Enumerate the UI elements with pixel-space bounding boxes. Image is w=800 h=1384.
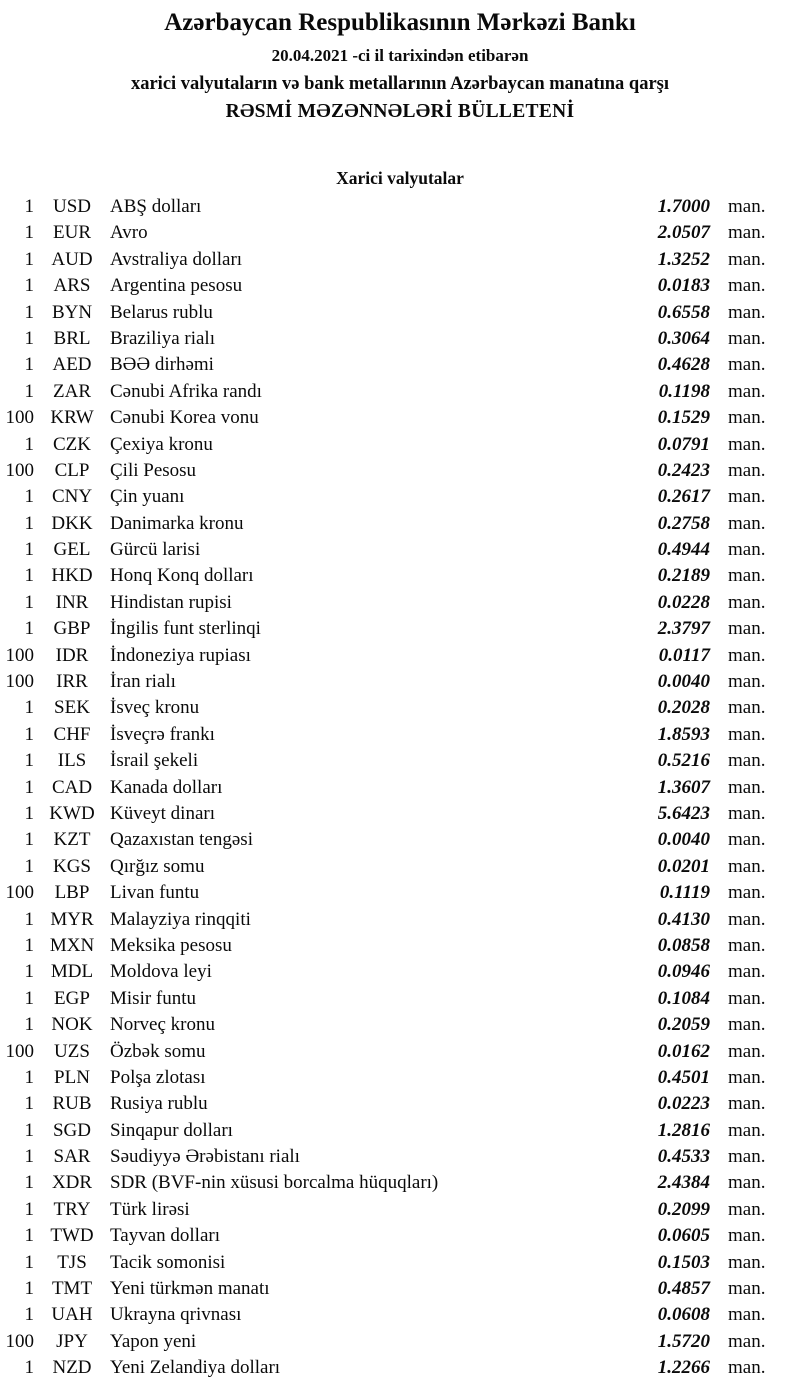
row-rate-value: 2.0507	[657, 222, 710, 244]
table-row	[0, 326, 800, 352]
table-row	[0, 1223, 800, 1249]
table-row	[0, 616, 800, 642]
row-currency-code: IDR	[55, 644, 89, 666]
row-currency-name: İsrail şekeli	[110, 750, 199, 772]
row-quantity: 1	[24, 248, 34, 270]
row-rate-value: 5.6423	[657, 802, 710, 824]
row-currency-code: SEK	[54, 697, 90, 719]
row-quantity: 1	[24, 433, 34, 455]
row-currency-code: MXN	[49, 934, 95, 956]
row-quantity: 1	[24, 1119, 34, 1141]
row-currency-name: İsveçrə frankı	[110, 723, 215, 745]
row-currency-name: Cənubi Korea vonu	[110, 407, 259, 429]
row-unit-label: man.	[728, 1225, 766, 1247]
row-currency-code: INR	[55, 591, 89, 613]
table-row	[0, 827, 800, 853]
row-currency-code: AUD	[51, 248, 93, 270]
row-currency-code: TJS	[57, 1251, 87, 1273]
row-currency-code: NZD	[52, 1357, 92, 1379]
row-rate-value: 0.0040	[657, 829, 710, 851]
row-rate-value: 0.1119	[659, 882, 710, 904]
table-row	[0, 458, 800, 484]
row-rate-value: 0.1529	[657, 407, 710, 429]
row-rate-value: 0.2758	[657, 512, 710, 534]
row-quantity: 1	[24, 1146, 34, 1168]
row-quantity: 1	[24, 987, 34, 1009]
row-currency-name: Livan funtu	[110, 882, 200, 904]
table-row	[0, 695, 800, 721]
row-quantity: 100	[5, 459, 34, 481]
row-unit-label: man.	[728, 723, 766, 745]
row-unit-label: man.	[728, 591, 766, 613]
row-currency-code: XDR	[51, 1172, 93, 1194]
row-quantity: 1	[24, 1251, 34, 1273]
row-unit-label: man.	[728, 671, 766, 693]
row-unit-label: man.	[728, 961, 766, 983]
row-currency-code: ARS	[53, 275, 91, 297]
table-row	[0, 801, 800, 827]
row-quantity: 1	[24, 196, 34, 217]
row-currency-name: ABŞ dolları	[110, 196, 202, 217]
row-unit-label: man.	[728, 196, 766, 217]
row-currency-name: Norveç kronu	[110, 1014, 215, 1036]
row-quantity: 100	[5, 671, 34, 693]
row-unit-label: man.	[728, 1014, 766, 1036]
table-row	[0, 405, 800, 431]
row-unit-label: man.	[728, 222, 766, 244]
row-rate-value: 0.4130	[657, 908, 710, 930]
row-rate-value: 0.0201	[657, 855, 710, 877]
row-unit-label: man.	[728, 776, 766, 798]
row-currency-code: LBP	[54, 882, 90, 904]
row-rate-value: 0.5216	[657, 750, 710, 772]
row-unit-label: man.	[728, 354, 766, 376]
row-currency-name: Türk lirəsi	[110, 1198, 190, 1220]
row-unit-label: man.	[728, 1040, 766, 1062]
row-quantity: 1	[24, 802, 34, 824]
bulletin-title: RƏSMİ MƏZƏNNƏLƏRİ BÜLLETENİ	[225, 101, 575, 122]
row-quantity: 1	[24, 1278, 34, 1300]
row-currency-code: KGS	[52, 855, 91, 877]
row-quantity: 1	[24, 934, 34, 956]
row-currency-name: Qırğız somu	[110, 855, 205, 877]
row-quantity: 1	[24, 1304, 34, 1326]
row-unit-label: man.	[728, 1198, 766, 1220]
bulletin-subtitle: xarici valyutaların və bank metallarının Azərbaycan manatına qarşı	[130, 74, 670, 94]
row-quantity: 1	[24, 855, 34, 877]
row-currency-name: İran rialı	[110, 671, 176, 693]
row-quantity: 1	[24, 222, 34, 244]
row-unit-label: man.	[728, 433, 766, 455]
row-unit-label: man.	[728, 829, 766, 851]
row-rate-value: 1.2816	[657, 1119, 710, 1141]
row-rate-value: 1.2266	[657, 1357, 710, 1379]
row-currency-code: KZT	[53, 829, 91, 851]
effective-date-line: 20.04.2021 -ci il tarixindən etibarən	[271, 46, 529, 65]
row-currency-code: ZAR	[53, 380, 91, 402]
row-unit-label: man.	[728, 618, 766, 640]
row-quantity: 1	[24, 776, 34, 798]
table-row	[0, 1144, 800, 1170]
row-quantity: 1	[24, 723, 34, 745]
row-unit-label: man.	[728, 248, 766, 270]
table-row	[0, 352, 800, 378]
row-unit-label: man.	[728, 539, 766, 561]
row-currency-name: Tacik somonisi	[110, 1251, 226, 1273]
row-currency-code: BRL	[53, 327, 91, 349]
row-currency-name: İngilis funt sterlinqi	[110, 618, 261, 640]
row-rate-value: 0.0791	[657, 433, 710, 455]
row-unit-label: man.	[728, 1119, 766, 1141]
row-currency-name: Sinqapur dolları	[110, 1119, 233, 1141]
row-quantity: 1	[24, 591, 34, 613]
row-unit-label: man.	[728, 1304, 766, 1326]
row-quantity: 1	[24, 697, 34, 719]
row-quantity: 1	[24, 327, 34, 349]
row-currency-name: Səudiyyə Ərəbistanı rialı	[110, 1146, 300, 1168]
table-row	[0, 1276, 800, 1302]
row-unit-label: man.	[728, 882, 766, 904]
table-row	[0, 1091, 800, 1117]
table-row	[0, 907, 800, 933]
row-currency-code: SGD	[52, 1119, 91, 1141]
row-unit-label: man.	[728, 1357, 766, 1379]
row-currency-name: Malayziya rinqqiti	[110, 908, 251, 930]
row-unit-label: man.	[728, 750, 766, 772]
row-rate-value: 1.3607	[657, 776, 710, 798]
table-row	[0, 300, 800, 326]
row-quantity: 1	[24, 565, 34, 587]
row-currency-code: MDL	[50, 961, 94, 983]
table-row	[0, 484, 800, 510]
row-rate-value: 1.5720	[657, 1330, 710, 1352]
table-row	[0, 563, 800, 589]
row-currency-code: SAR	[53, 1146, 91, 1168]
row-currency-code: TMT	[51, 1278, 93, 1300]
table-row	[0, 1170, 800, 1196]
row-rate-value: 0.0946	[657, 961, 710, 983]
row-quantity: 1	[24, 618, 34, 640]
row-quantity: 1	[24, 380, 34, 402]
row-unit-label: man.	[728, 380, 766, 402]
row-currency-code: AED	[52, 354, 92, 376]
row-unit-label: man.	[728, 486, 766, 508]
row-currency-name: Meksika pesosu	[110, 934, 232, 956]
row-rate-value: 0.0605	[657, 1225, 710, 1247]
table-row	[0, 1250, 800, 1276]
row-unit-label: man.	[728, 1146, 766, 1168]
row-rate-value: 0.0162	[657, 1040, 710, 1062]
row-currency-code: HKD	[51, 565, 93, 587]
row-currency-name: Özbək somu	[110, 1040, 206, 1062]
row-currency-code: NOK	[51, 1014, 93, 1036]
row-currency-code: TWD	[50, 1225, 94, 1247]
row-currency-code: TRY	[53, 1198, 91, 1220]
row-currency-code: KWD	[49, 802, 95, 824]
row-currency-code: MYR	[50, 908, 94, 930]
row-unit-label: man.	[728, 644, 766, 666]
row-unit-label: man.	[728, 908, 766, 930]
row-unit-label: man.	[728, 459, 766, 481]
table-row	[0, 1355, 800, 1381]
row-rate-value: 0.1084	[657, 987, 710, 1009]
row-unit-label: man.	[728, 301, 766, 323]
row-rate-value: 0.2059	[657, 1014, 710, 1036]
row-quantity: 1	[24, 1225, 34, 1247]
row-currency-code: UAH	[51, 1304, 93, 1326]
row-rate-value: 0.0858	[657, 934, 710, 956]
row-unit-label: man.	[728, 1066, 766, 1088]
row-currency-name: Avstraliya dolları	[110, 248, 243, 270]
row-rate-value: 0.0117	[658, 644, 710, 666]
row-unit-label: man.	[728, 1093, 766, 1115]
row-rate-value: 0.1503	[657, 1251, 710, 1273]
table-row	[0, 1197, 800, 1223]
row-quantity: 1	[24, 486, 34, 508]
table-row	[0, 959, 800, 985]
table-row	[0, 643, 800, 669]
row-quantity: 1	[24, 1357, 34, 1379]
row-rate-value: 0.0040	[657, 671, 710, 693]
table-row	[0, 220, 800, 246]
table-row	[0, 1329, 800, 1355]
row-currency-code: UZS	[54, 1040, 90, 1062]
row-currency-code: CZK	[53, 433, 91, 455]
row-currency-name: İsveç kronu	[110, 697, 200, 719]
table-row	[0, 590, 800, 616]
row-currency-code: GBP	[53, 618, 91, 640]
row-unit-label: man.	[728, 327, 766, 349]
row-rate-value: 0.6558	[657, 301, 710, 323]
row-rate-value: 2.4384	[657, 1172, 710, 1194]
table-row	[0, 511, 800, 537]
row-rate-value: 0.1198	[658, 380, 710, 402]
row-currency-name: SDR (BVF-nin xüsusi borcalma hüquqları)	[110, 1172, 439, 1194]
row-currency-code: CAD	[51, 776, 93, 798]
row-currency-name: İndoneziya rupiası	[110, 644, 251, 666]
row-rate-value: 0.2099	[657, 1198, 710, 1220]
row-currency-name: Yeni Zelandiya dolları	[110, 1357, 281, 1379]
row-currency-code: EGP	[54, 987, 90, 1009]
table-row	[0, 854, 800, 880]
row-quantity: 100	[5, 644, 34, 666]
table-row	[0, 247, 800, 273]
row-currency-code: RUB	[52, 1093, 92, 1115]
row-currency-code: CHF	[53, 723, 91, 745]
row-unit-label: man.	[728, 802, 766, 824]
row-currency-name: Kanada dolları	[110, 776, 223, 798]
row-currency-name: Rusiya rublu	[110, 1093, 208, 1115]
row-rate-value: 1.3252	[657, 248, 710, 270]
row-currency-name: Moldova leyi	[110, 961, 212, 983]
row-rate-value: 0.2028	[657, 697, 710, 719]
row-currency-name: Qazaxıstan tengəsi	[110, 829, 253, 851]
table-row	[0, 669, 800, 695]
table-row	[0, 1302, 800, 1328]
row-currency-name: Çexiya kronu	[110, 433, 213, 455]
row-rate-value: 0.2423	[657, 459, 710, 481]
row-currency-name: Argentina pesosu	[110, 275, 243, 297]
row-currency-name: Danimarka kronu	[110, 512, 244, 534]
section-title-foreign-currencies: Xarici valyutalar	[336, 168, 464, 188]
table-row	[0, 722, 800, 748]
table-row	[0, 986, 800, 1012]
row-currency-code: DKK	[51, 512, 93, 534]
row-unit-label: man.	[728, 275, 766, 297]
row-quantity: 1	[24, 829, 34, 851]
row-currency-name: Küveyt dinarı	[110, 802, 216, 824]
row-unit-label: man.	[728, 987, 766, 1009]
table-row	[0, 1012, 800, 1038]
table-row	[0, 273, 800, 299]
row-unit-label: man.	[728, 565, 766, 587]
row-currency-name: Ukrayna qrivnası	[110, 1304, 242, 1326]
row-currency-name: Gürcü larisi	[110, 539, 201, 561]
row-unit-label: man.	[728, 855, 766, 877]
row-currency-name: Çin yuanı	[110, 486, 185, 508]
table-row	[0, 1065, 800, 1091]
row-currency-code: CLP	[54, 459, 90, 481]
row-currency-name: Belarus rublu	[110, 301, 213, 323]
row-quantity: 1	[24, 1198, 34, 1220]
row-unit-label: man.	[728, 697, 766, 719]
row-quantity: 1	[24, 750, 34, 772]
row-currency-name: Polşa zlotası	[110, 1066, 206, 1088]
row-currency-name: BƏƏ dirhəmi	[110, 354, 214, 376]
row-currency-name: Hindistan rupisi	[110, 591, 232, 613]
row-currency-code: USD	[52, 196, 91, 217]
row-currency-code: BYN	[51, 301, 93, 323]
row-quantity: 1	[24, 1014, 34, 1036]
row-unit-label: man.	[728, 1330, 766, 1352]
row-quantity: 100	[5, 407, 34, 429]
row-currency-code: ILS	[57, 750, 87, 772]
row-quantity: 1	[24, 539, 34, 561]
row-unit-label: man.	[728, 512, 766, 534]
table-row	[0, 432, 800, 458]
row-currency-code: JPY	[56, 1330, 88, 1352]
row-quantity: 1	[24, 275, 34, 297]
row-rate-value: 0.4628	[657, 354, 710, 376]
row-rate-value: 0.4857	[657, 1278, 710, 1300]
row-quantity: 100	[5, 1330, 34, 1352]
row-quantity: 1	[24, 1172, 34, 1194]
bank-name-title: Azərbaycan Respublikasının Mərkəzi Bankı	[164, 9, 636, 36]
row-rate-value: 0.2617	[657, 486, 710, 508]
row-rate-value: 1.8593	[657, 723, 710, 745]
row-quantity: 1	[24, 512, 34, 534]
table-row	[0, 933, 800, 959]
row-unit-label: man.	[728, 1172, 766, 1194]
currency-table-body	[0, 194, 800, 1382]
row-rate-value: 0.0223	[657, 1093, 710, 1115]
table-row	[0, 748, 800, 774]
row-rate-value: 0.4501	[657, 1066, 710, 1088]
row-currency-code: KRW	[50, 407, 94, 429]
row-quantity: 1	[24, 1066, 34, 1088]
table-row	[0, 775, 800, 801]
row-currency-name: Avro	[110, 222, 148, 244]
row-quantity: 100	[5, 882, 34, 904]
row-rate-value: 0.4533	[657, 1146, 710, 1168]
row-rate-value: 0.0183	[657, 275, 710, 297]
row-currency-code: EUR	[53, 222, 91, 244]
table-row	[0, 880, 800, 906]
row-unit-label: man.	[728, 407, 766, 429]
table-row	[0, 1039, 800, 1065]
row-currency-code: CNY	[51, 486, 93, 508]
row-rate-value: 0.2189	[657, 565, 710, 587]
row-currency-name: Misir funtu	[110, 987, 197, 1009]
row-quantity: 1	[24, 301, 34, 323]
row-currency-name: Çili Pesosu	[110, 459, 197, 481]
row-currency-code: GEL	[53, 539, 91, 561]
row-currency-name: Yapon yeni	[110, 1330, 197, 1352]
row-unit-label: man.	[728, 1251, 766, 1273]
row-rate-value: 0.3064	[657, 327, 710, 349]
row-currency-name: Honq Konq dolları	[110, 565, 254, 587]
row-rate-value: 1.7000	[657, 196, 710, 217]
row-currency-name: Braziliya rialı	[110, 327, 215, 349]
row-unit-label: man.	[728, 1278, 766, 1300]
row-quantity: 1	[24, 908, 34, 930]
row-currency-code: IRR	[56, 671, 88, 693]
table-row	[0, 194, 800, 220]
row-quantity: 1	[24, 1093, 34, 1115]
row-currency-code: PLN	[54, 1066, 90, 1088]
row-rate-value: 2.3797	[657, 618, 710, 640]
row-quantity: 1	[24, 961, 34, 983]
row-quantity: 1	[24, 354, 34, 376]
row-rate-value: 0.4944	[657, 539, 710, 561]
table-row	[0, 379, 800, 405]
row-currency-name: Yeni türkmən manatı	[110, 1278, 270, 1300]
table-row	[0, 537, 800, 563]
table-row	[0, 1118, 800, 1144]
row-rate-value: 0.0608	[657, 1304, 710, 1326]
row-rate-value: 0.0228	[657, 591, 710, 613]
row-quantity: 100	[5, 1040, 34, 1062]
row-currency-name: Cənubi Afrika randı	[110, 380, 262, 402]
row-unit-label: man.	[728, 934, 766, 956]
row-currency-name: Tayvan dolları	[110, 1225, 220, 1247]
